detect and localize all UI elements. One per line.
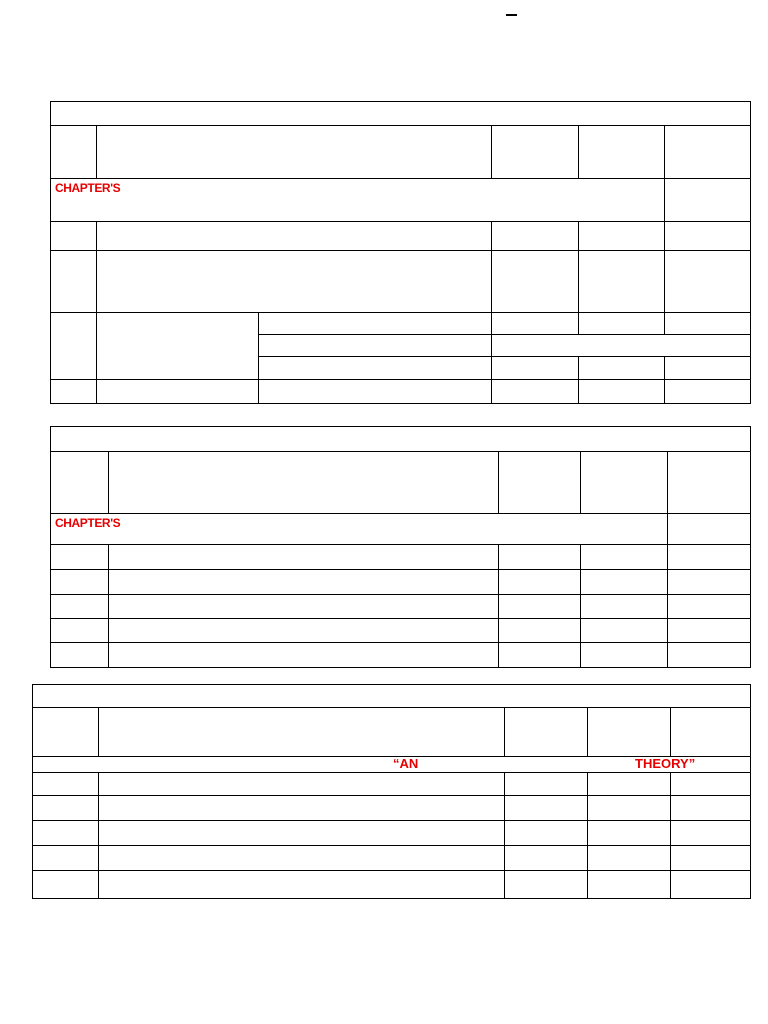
section-label: CHAPTER'S [55, 181, 121, 195]
table1-cell [51, 251, 97, 313]
table1-cell [51, 126, 97, 179]
table2-cell [499, 570, 581, 595]
table3-header-cell [33, 685, 751, 708]
table2-cell [109, 643, 499, 668]
table3-cell [99, 846, 505, 871]
table3-cell [671, 796, 751, 821]
table2-header-cell [51, 427, 751, 452]
table1-cell [665, 357, 751, 380]
table1-cell [97, 380, 259, 404]
table2-cell [668, 452, 751, 514]
table2-cell [51, 643, 109, 668]
table3-cell [33, 773, 99, 796]
table1-cell [51, 380, 97, 404]
table3-cell [588, 871, 671, 899]
table2-cell [668, 595, 751, 619]
table3-cell [99, 773, 505, 796]
table2-cell [581, 643, 668, 668]
form-table-2 [50, 426, 751, 668]
table2-cell [668, 570, 751, 595]
table1-cell [259, 380, 492, 404]
table1-cell [579, 357, 665, 380]
table1-cell [665, 380, 751, 404]
table3-cell [671, 821, 751, 846]
table1-cell [579, 222, 665, 251]
table2-cell [109, 545, 499, 570]
quote-end: THEORY” [635, 756, 696, 771]
quote-start: “AN [393, 756, 419, 771]
table3-cell [588, 708, 671, 757]
table1-cell [259, 335, 492, 357]
form-table-3 [32, 684, 751, 899]
title-dash [506, 14, 517, 16]
table1-cell [492, 126, 579, 179]
table3-cell [588, 821, 671, 846]
table3-cell [99, 871, 505, 899]
table3-quote-row [33, 757, 751, 773]
table1-cell [97, 126, 492, 179]
table3-cell [588, 773, 671, 796]
table1-cell [97, 222, 492, 251]
table3-cell [33, 821, 99, 846]
table2-cell [668, 643, 751, 668]
table2-cell [499, 643, 581, 668]
table3-cell [99, 796, 505, 821]
table2-cell [668, 514, 751, 545]
table3-cell [99, 821, 505, 846]
table1-cell [579, 380, 665, 404]
table2-cell [499, 452, 581, 514]
table2-cell [51, 545, 109, 570]
section-label: CHAPTER'S [55, 516, 121, 530]
table1-cell [665, 251, 751, 313]
table2-cell [668, 545, 751, 570]
table3-cell [588, 846, 671, 871]
table1-cell [259, 313, 492, 335]
table1-cell [97, 313, 259, 380]
table3-cell [671, 708, 751, 757]
table1-cell [492, 222, 579, 251]
table1-cell [665, 126, 751, 179]
table2-cell [499, 595, 581, 619]
table3-cell [671, 871, 751, 899]
table3-cell [505, 821, 588, 846]
table1-header-cell [51, 102, 751, 126]
table2-cell [499, 619, 581, 643]
table2-cell [668, 619, 751, 643]
table2-cell [109, 619, 499, 643]
table2-cell [581, 452, 668, 514]
table1-cell [492, 380, 579, 404]
table1-cell [579, 313, 665, 335]
table1-section-row [51, 179, 665, 222]
table2-cell [109, 452, 499, 514]
table1-cell [51, 222, 97, 251]
table2-cell [51, 570, 109, 595]
table3-cell [33, 846, 99, 871]
table1-cell [51, 313, 97, 380]
table2-cell [499, 545, 581, 570]
table1-cell [492, 251, 579, 313]
table2-cell [109, 595, 499, 619]
table1-cell [492, 357, 579, 380]
table3-cell [505, 846, 588, 871]
table1-cell [492, 313, 579, 335]
table3-cell [505, 796, 588, 821]
table3-cell [671, 773, 751, 796]
table2-cell [51, 595, 109, 619]
table3-cell [99, 708, 505, 757]
table2-cell [581, 595, 668, 619]
table1-cell [492, 335, 751, 357]
table3-cell [505, 773, 588, 796]
table1-cell [665, 179, 751, 222]
table2-cell [581, 570, 668, 595]
table3-cell [671, 846, 751, 871]
table2-section-row [51, 514, 668, 545]
table1-cell [665, 222, 751, 251]
table1-cell [259, 357, 492, 380]
table2-cell [581, 619, 668, 643]
table2-cell [51, 619, 109, 643]
table3-cell [505, 871, 588, 899]
table1-cell [579, 251, 665, 313]
table1-cell [665, 313, 751, 335]
table2-cell [51, 452, 109, 514]
table3-cell [33, 796, 99, 821]
table3-cell [33, 871, 99, 899]
table2-cell [109, 570, 499, 595]
form-table-1 [50, 101, 751, 404]
table3-cell [33, 708, 99, 757]
table3-cell [505, 708, 588, 757]
table2-cell [581, 545, 668, 570]
table1-cell [579, 126, 665, 179]
table1-cell [97, 251, 492, 313]
table3-cell [588, 796, 671, 821]
